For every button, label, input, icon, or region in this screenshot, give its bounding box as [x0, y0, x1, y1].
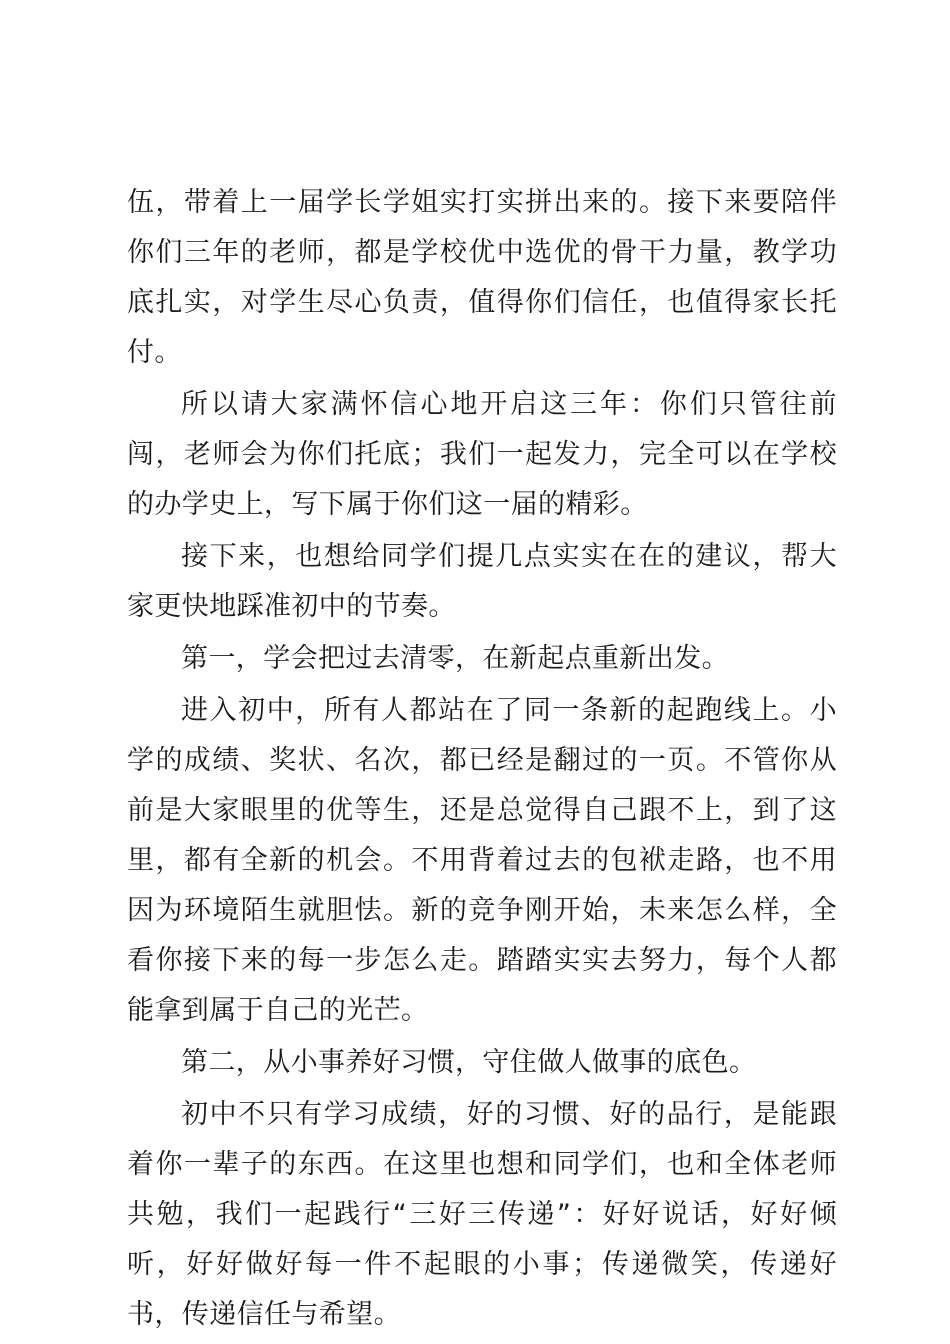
paragraph-4-heading-first: 第一，学会把过去清零，在新起点重新出发。 — [181, 643, 729, 674]
paragraph-5: 进入初中，所有人都站在了同一条新的起跑线上。小学的成绩、奖状、名次，都已经是翻过的一页。不管你从前是大家眼里的优等生，还是总觉得自己跟不上，到了这里，都有全新的机会。不用背着过去的包袱走路，也不用因为环境陌生就胆怯。新的竞争刚开始，未来怎么样，全看你接下来的每一步怎么走。踏踏实实去努力，每个人都能拿到属于自己的光芒。 — [127, 695, 837, 1026]
paragraph-6-heading-second: 第二，从小事养好习惯，守住做人做事的底色。 — [181, 1047, 757, 1078]
paragraph-1: 伍，带着上一届学长学姐实打实拼出来的。接下来要陪伴你们三年的老师，都是学校优中选优的骨干力量，教学功底扎实，对学生尽心负责，值得你们信任，也值得家长托付。 — [127, 187, 837, 368]
document-body — [127, 178, 837, 1342]
paragraph-3: 接下来，也想给同学们提几点实实在在的建议，帮大家更快地踩准初中的节奏。 — [127, 541, 837, 622]
paragraph-7: 初中不只有学习成绩，好的习惯、好的品行，是能跟着你一辈子的东西。在这里也想和同学们，也和全体老师共勉，我们一起践行“三好三传递”：好好说话，好好倾听，好好做好每一件不起眼的小事；传递微笑，传递好书，传递信任与希望。 — [127, 1099, 837, 1330]
paragraph-2: 所以请大家满怀信心地开启这三年：你们只管往前闯，老师会为你们托底；我们一起发力，完全可以在学校的办学史上，写下属于你们这一届的精彩。 — [127, 389, 837, 520]
